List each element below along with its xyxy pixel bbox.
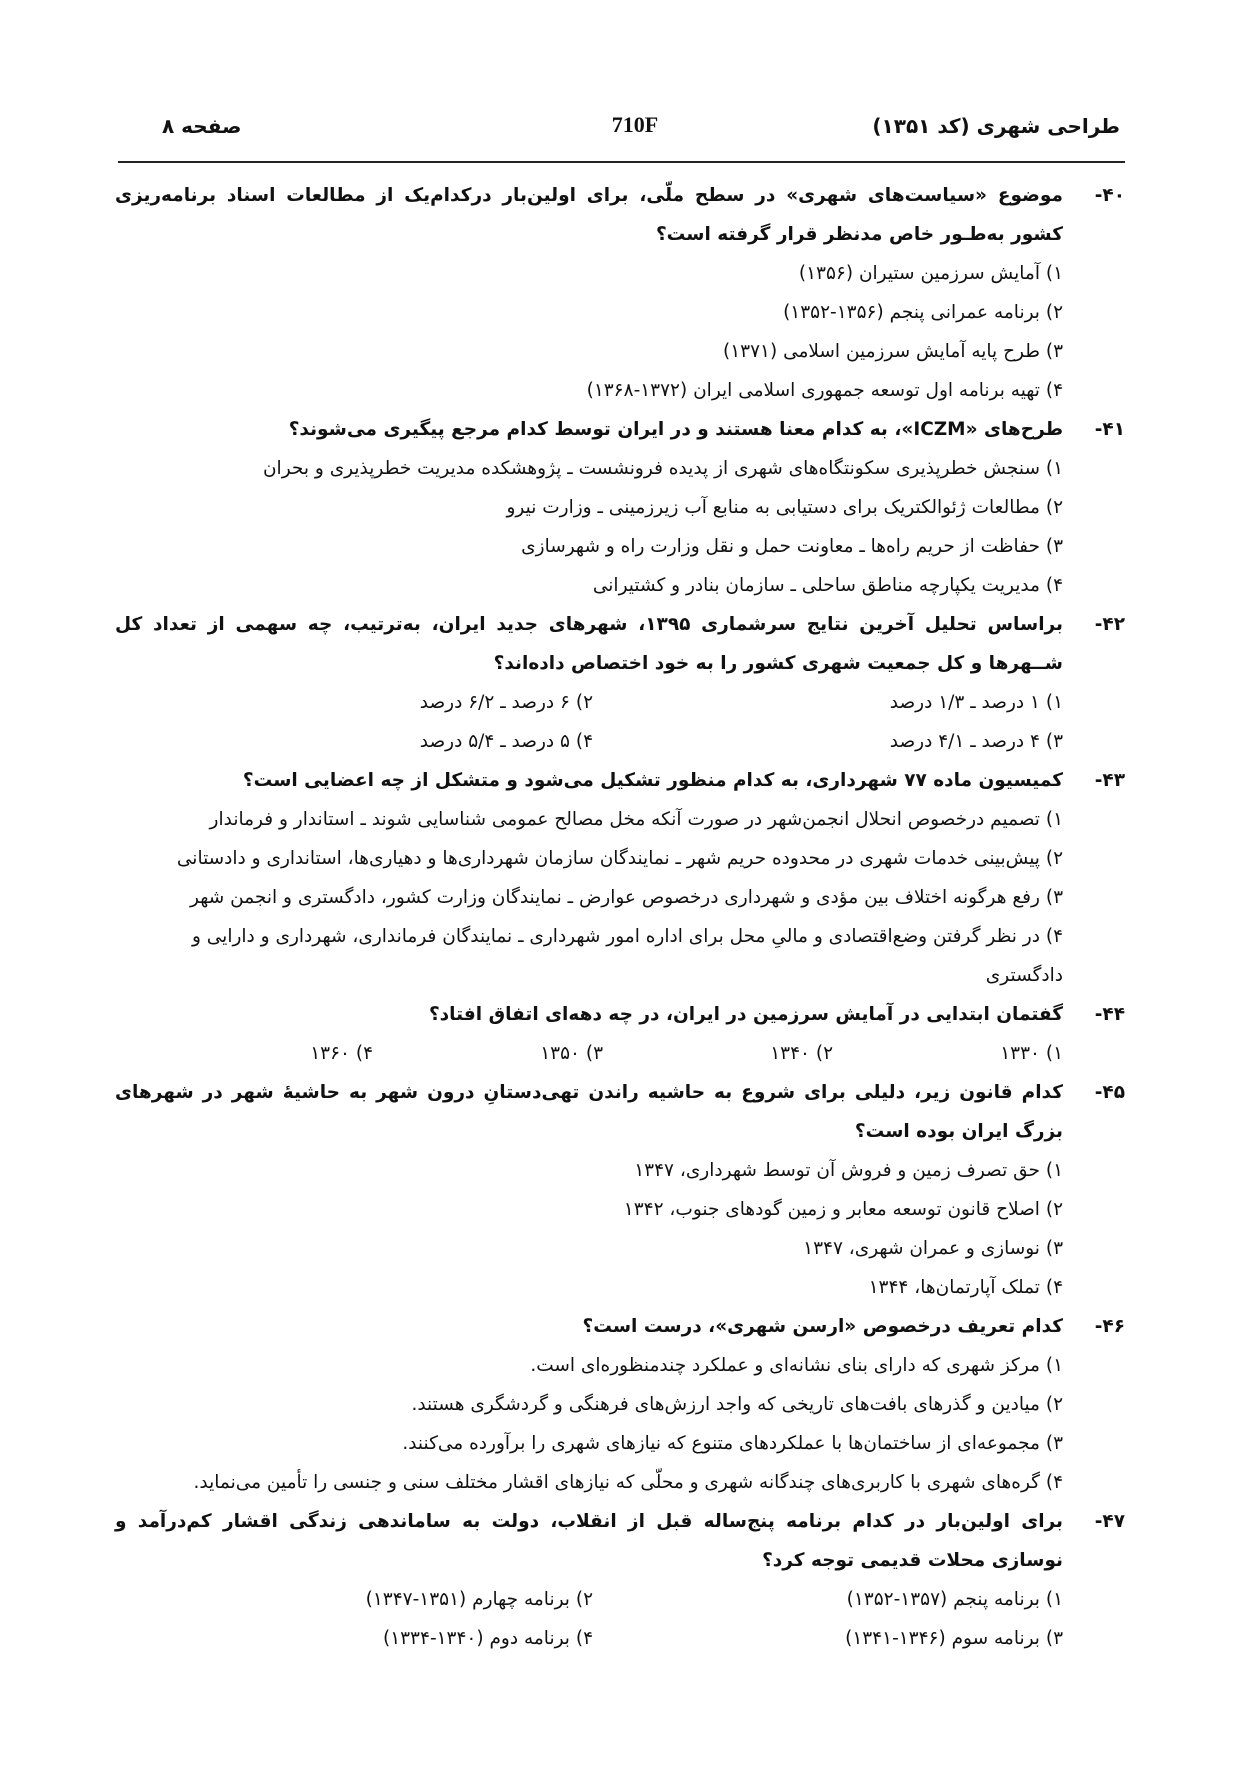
option-3[interactable]: ۳) برنامه سوم (۱۳۴۶-۱۳۴۱): [845, 1628, 1063, 1649]
question-43: [115, 761, 1125, 995]
option-2[interactable]: ۲) ۱۳۴۰: [770, 1043, 833, 1064]
question-42: [115, 605, 1125, 761]
option-2[interactable]: ۲) ۶ درصد ـ ۶/۲ درصد: [419, 692, 593, 713]
option-2[interactable]: ۲) برنامه چهارم (۱۳۵۱-۱۳۴۷): [365, 1589, 593, 1610]
options-grid: [115, 683, 1063, 761]
option-1[interactable]: ۱) حق تصرف زمین و فروش آن توسط شهرداری، ۱۳۴۷: [634, 1160, 1063, 1181]
option-3[interactable]: ۳) طرح پایه آمایش سرزمین اسلامی (۱۳۷۱): [723, 341, 1063, 362]
option-3[interactable]: ۳) حفاظت از حریم راه‌ها ـ معاونت حمل و نقل وزارت راه و شهرسازی: [521, 536, 1063, 557]
options-grid: [115, 1034, 1063, 1073]
question-text: براساس تحلیل آخرین نتایج سرشماری ۱۳۹۵، شهرهای جدید ایران، به‌ترتیب، چه سهمی از تعداد کل شــهرها و کل جمعیت شهری کشور را به خود اختصاص داده‌اند؟: [115, 614, 1063, 674]
option-1[interactable]: ۱) سنجش خطرپذیری سکونتگاه‌های شهری از پدیده فرونشست ـ پژوهشکده مدیریت خطرپذیری و بحران: [262, 458, 1063, 479]
question-number: ۴۲-: [1094, 614, 1125, 635]
question-number: ۴۰-: [1094, 185, 1125, 206]
header-divider: [118, 161, 1125, 163]
questions-list: [115, 176, 1125, 1658]
option-4[interactable]: ۴) تهیه برنامه اول توسعه جمهوری اسلامی ایران (۱۳۷۲-۱۳۶۸): [586, 380, 1063, 401]
option-2[interactable]: ۲) اصلاح قانون توسعه معابر و زمین گودهای جنوب، ۱۳۴۲: [623, 1199, 1063, 1220]
question-text: موضوع «سیاست‌های شهری» در سطح ملّی، برای اولین‌بار درکدام‌یک از مطالعات اسناد برنامه‌ریزی کشور به‌طـور خاص مدنظر قرار گرفته است؟: [115, 185, 1063, 245]
question-number: ۴۴-: [1094, 1004, 1125, 1025]
options-list: [115, 1151, 1063, 1307]
page-number: صفحه ۸: [162, 114, 242, 138]
page-header: [150, 114, 1120, 148]
question-text: کدام تعریف درخصوص «ارسن شهری»، درست است؟: [582, 1316, 1063, 1337]
options-list: [115, 254, 1063, 410]
option-2[interactable]: ۲) میادین و گذرهای بافت‌های تاریخی که واجد ارزش‌های فرهنگی و گردشگری هستند.: [411, 1394, 1063, 1415]
option-2[interactable]: ۲) پیش‌بینی خدمات شهری در محدوده حریم شهر ـ نمایندگان سازمان شهرداری‌ها و دهیاری‌ها، استانداری و دادستانی: [176, 848, 1063, 869]
option-3[interactable]: ۳) ۱۳۵۰: [540, 1043, 603, 1064]
question-text: طرح‌های «ICZM»، به کدام معنا هستند و در ایران توسط کدام مرجع پیگیری می‌شوند؟: [288, 419, 1063, 440]
question-41: [115, 410, 1125, 605]
option-2[interactable]: ۲) مطالعات ژئوالکتریک برای دستیابی به منابع آب زیرزمینی ـ وزارت نیرو: [506, 497, 1063, 518]
question-text: کدام قانون زیر، دلیلی برای شروع به حاشیه راندن تهی‌دستانِ درون شهر به حاشیهٔ شهر در شهرهای بزرگ ایران بوده است؟: [115, 1082, 1063, 1142]
options-list: [115, 1346, 1063, 1502]
option-3[interactable]: ۳) مجموعه‌ای از ساختمان‌ها با عملکردهای متنوع که نیازهای شهری را برآورده می‌کنند.: [402, 1433, 1063, 1454]
option-1[interactable]: ۱) مرکز شهری که دارای بنای نشانه‌ای و عملکرد چندمنظوره‌ای است.: [530, 1355, 1063, 1376]
question-46: [115, 1307, 1125, 1502]
question-44: [115, 995, 1125, 1073]
question-40: [115, 176, 1125, 410]
question-number: ۴۷-: [1094, 1511, 1125, 1532]
option-1[interactable]: ۱) تصمیم درخصوص انحلال انجمن‌شهر در صورت آنکه مخل مصالح عمومی شناسایی شوند ـ استاندار و فرماندار: [209, 809, 1063, 830]
option-1[interactable]: ۱) ۱۳۳۰: [1000, 1043, 1063, 1064]
option-4[interactable]: ۴) گره‌های شهری با کاربری‌های چندگانه شهری و محلّی که نیازهای اقشار مختلف سنی و جنسی را تأمین می‌نماید.: [193, 1472, 1063, 1493]
option-4[interactable]: ۴) مدیریت یکپارچه مناطق ساحلی ـ سازمان بنادر و کشتیرانی: [592, 575, 1063, 596]
option-1[interactable]: ۱) برنامه پنجم (۱۳۵۷-۱۳۵۲): [846, 1589, 1063, 1610]
exam-title: طراحی شهری (کد ۱۳۵۱): [872, 114, 1120, 138]
question-47: [115, 1502, 1125, 1658]
question-number: ۴۱-: [1094, 419, 1125, 440]
option-4[interactable]: ۴) تملک آپارتمان‌ها، ۱۳۴۴: [868, 1277, 1063, 1298]
options-list: [115, 800, 1063, 995]
option-1[interactable]: ۱) آمایش سرزمین ستیران (۱۳۵۶): [798, 263, 1063, 284]
question-number: ۴۳-: [1094, 770, 1125, 791]
question-text: گفتمان ابتدایی در آمایش سرزمین در ایران، در چه دهه‌ای اتفاق افتاد؟: [428, 1004, 1063, 1025]
option-1[interactable]: ۱) ۱ درصد ـ ۱/۳ درصد: [889, 692, 1063, 713]
option-4[interactable]: ۴) در نظر گرفتن وضع‌اقتصادی و مالیِ محل برای اداره امور شهرداری ـ نمایندگان فرمانداری، شهرداری و دارایی و دادگستری: [191, 926, 1063, 986]
question-text: برای اولین‌بار در کدام برنامه پنج‌ساله قبل از انقلاب، دولت به ساماندهی زندگی اقشار کم‌درآمد و نوسازی محلات قدیمی توجه کرد؟: [115, 1511, 1063, 1571]
question-text: کمیسیون ماده ۷۷ شهرداری، به کدام منظور تشکیل می‌شود و متشکل از چه اعضایی است؟: [242, 770, 1063, 791]
options-list: [115, 449, 1063, 605]
option-3[interactable]: ۳) رفع هرگونه اختلاف بین مؤدی و شهرداری درخصوص عوارض ـ نمایندگان وزارت کشور، دادگستری و انجمن شهر: [190, 887, 1063, 908]
option-4[interactable]: ۴) برنامه دوم (۱۳۴۰-۱۳۳۴): [382, 1628, 593, 1649]
question-number: ۴۶-: [1094, 1316, 1125, 1337]
option-3[interactable]: ۳) ۴ درصد ـ ۴/۱ درصد: [889, 731, 1063, 752]
option-4[interactable]: ۴) ۱۳۶۰: [310, 1043, 373, 1064]
option-3[interactable]: ۳) نوسازی و عمران شهری، ۱۳۴۷: [803, 1238, 1063, 1259]
option-2[interactable]: ۲) برنامه عمرانی پنجم (۱۳۵۶-۱۳۵۲): [783, 302, 1063, 323]
question-number: ۴۵-: [1094, 1082, 1125, 1103]
exam-code: 710F: [611, 112, 659, 137]
options-grid: [115, 1580, 1063, 1658]
option-4[interactable]: ۴) ۵ درصد ـ ۵/۴ درصد: [419, 731, 593, 752]
question-45: [115, 1073, 1125, 1307]
